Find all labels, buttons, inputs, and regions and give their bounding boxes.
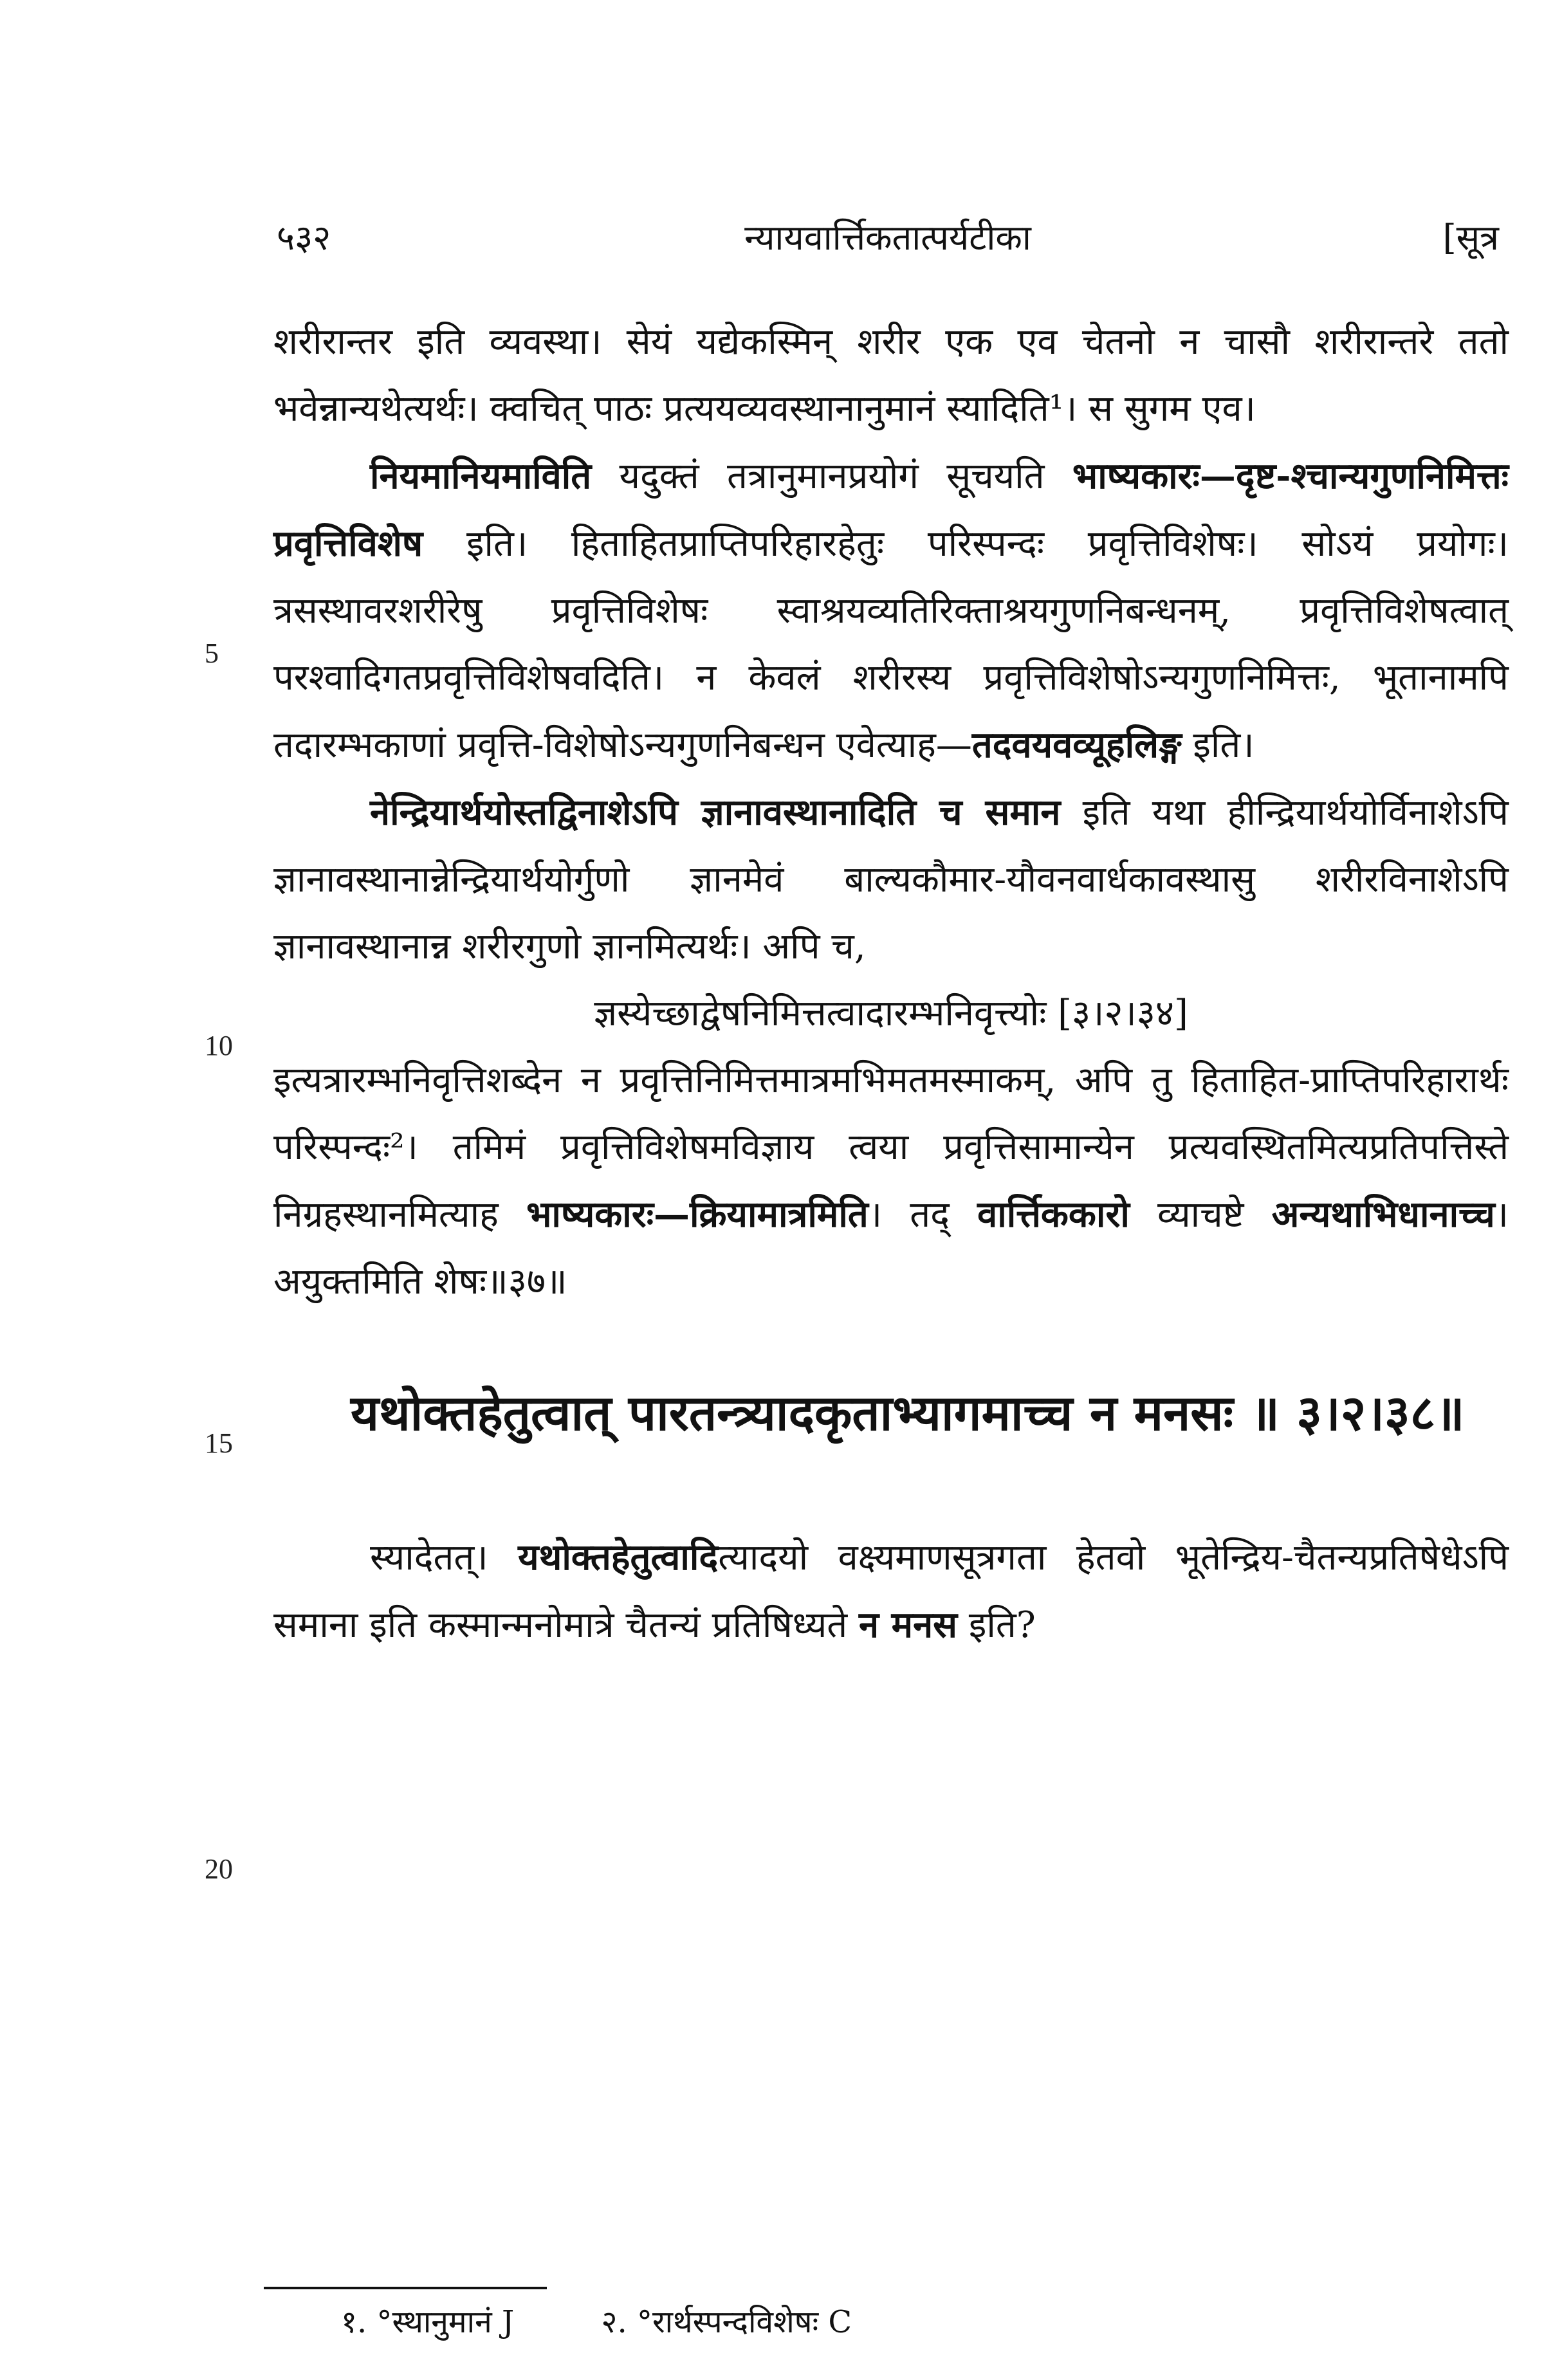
main-text xyxy=(273,309,1509,1659)
quoted-term: वार्त्तिककारो xyxy=(977,1193,1130,1236)
bhashya-quote: भाष्यकारः—दृष्ट-श्चान्यगुणनिमित्तः प्रवृत्तिविशेष xyxy=(273,455,1509,565)
section-mark: [सूत्र xyxy=(1442,217,1499,258)
line-number-15: 15 xyxy=(205,1427,233,1459)
quoted-term: न मनस xyxy=(859,1604,958,1646)
cited-sutra: ज्ञस्येच्छाद्वेषनिमित्तत्वादारम्भनिवृत्त्योः [३।२।३४] xyxy=(594,993,1188,1034)
footnote-2: २. °रार्थस्पन्दविशेषः C xyxy=(601,2304,852,2340)
spacer xyxy=(273,1453,1509,1524)
paragraph-text: इत्यत्रारम्भनिवृत्तिशब्देन न प्रवृत्तिनिमित्तमात्रमभिमतमस्माकम्, अपि तु हिताहित-प्राप्तिपरिहारार्थः परिस्पन्दः²। तमिमं प्रवृत्तिविशेषमविज्ञाय त्वया प्रवृत्तिसामान्येन प्रत्यवस्थितमित्यप्रतिपत्तिस्ते निग्रहस्थानमित्याह xyxy=(273,1059,1509,1236)
quoted-term: नेन्द्रियार्थयोस्तद्विनाशेऽपि ज्ञानावस्थानादिति च समान xyxy=(370,791,1061,834)
paragraph-text: । तद् xyxy=(868,1194,978,1236)
bhashya-quote: भाष्यकारः—क्रियामात्रमिति xyxy=(526,1193,868,1236)
line-number-5: 5 xyxy=(205,637,219,669)
paragraph-text: त्यादयो वक्ष्यमाणसूत्रगता हेतवो भूतेन्द्रिय-चैतन्यप्रतिषेधेऽपि समाना इति कस्मान्मनोमात्रे चैतन्यं प्रतिषिध्यते xyxy=(273,1537,1509,1646)
paragraph-text: । अयुक्तमिति शेषः॥३७॥ xyxy=(273,1194,1509,1303)
sutra-heading: यथोक्तहेतुत्वात् पारतन्त्र्यादकृताभ्यागमाच्च न मनसः ॥ ३।२।३८॥ xyxy=(351,1384,1465,1442)
footnotes xyxy=(341,2296,1435,2348)
paragraph-text: व्याचष्टे xyxy=(1129,1194,1272,1236)
paragraph-text: इति यथा हीन्द्रियार्थयोर्विनाशेऽपि ज्ञानावस्थानान्नेन्द्रियार्थयोर्गुणो ज्ञानमेवं बाल्यकौमार-यौवनवार्धकावस्थासु शरीरविनाशेऽपि ज्ञानावस्थानान्न शरीरगुणो ज्ञानमित्यर्थः। अपि च, xyxy=(273,792,1509,967)
line-number-10: 10 xyxy=(205,1030,233,1061)
paragraph-3 xyxy=(273,779,1509,980)
paragraph-2 xyxy=(273,443,1509,779)
paragraph-1: शरीरान्तर इति व्यवस्था। सेयं यद्येकस्मिन् शरीर एक एव चेतनो न चासौ शरीरान्तरे ततो भवेन्नान्यथेत्यर्थः। क्वचित् पाठः प्रत्ययव्यवस्थानानुमानं स्यादिति¹। स सुगम एव। xyxy=(273,321,1509,430)
line-number-20: 20 xyxy=(205,1853,233,1885)
paragraph-text: स्यादेतत्। xyxy=(370,1537,519,1579)
footnote-rule xyxy=(264,2287,547,2289)
quoted-term: यथोक्तहेतुत्वादि xyxy=(518,1536,719,1579)
running-header xyxy=(277,212,1499,270)
paragraph-4 xyxy=(273,1047,1509,1315)
quoted-term: तदवयवव्यूहलिङ्ग xyxy=(971,724,1182,766)
paragraph-text: इति। xyxy=(1181,724,1254,766)
running-title: न्यायवार्त्तिकतात्पर्यटीका xyxy=(744,217,1031,258)
paragraph-text: इति? xyxy=(957,1604,1036,1646)
quoted-term: अन्यथाभिधानाच्च xyxy=(1271,1193,1495,1236)
paragraph-text: इति। हिताहितप्राप्तिपरिहारहेतुः परिस्पन्दः प्रवृत्तिविशेषः। सोऽयं प्रयोगः। त्रसस्थावरशरीरेषु प्रवृत्तिविशेषः स्वाश्रयव्यतिरिक्ताश्रयगुणनिबन्धनम्, प्रवृत्तिविशेषत्वात् परश्वादिगतप्रवृत्तिविशेषवदिति। न केवलं शरीरस्य प्रवृत्तिविशेषोऽन्यगुणनिमित्तः, भूतानामपि तदारम्भकाणां प्रवृत्ति-विशेषोऽन्यगुणनिबन्धन एवेत्याह— xyxy=(273,523,1509,766)
paragraph-5 xyxy=(273,1524,1509,1659)
paragraph-text: यदुक्तं तत्रानुमानप्रयोगं सूचयति xyxy=(591,455,1072,497)
quoted-term: नियमानियमाविति xyxy=(370,455,592,497)
footnote-1: १. °स्थानुमानं J xyxy=(341,2304,515,2340)
page-number: ५३२ xyxy=(277,217,331,258)
